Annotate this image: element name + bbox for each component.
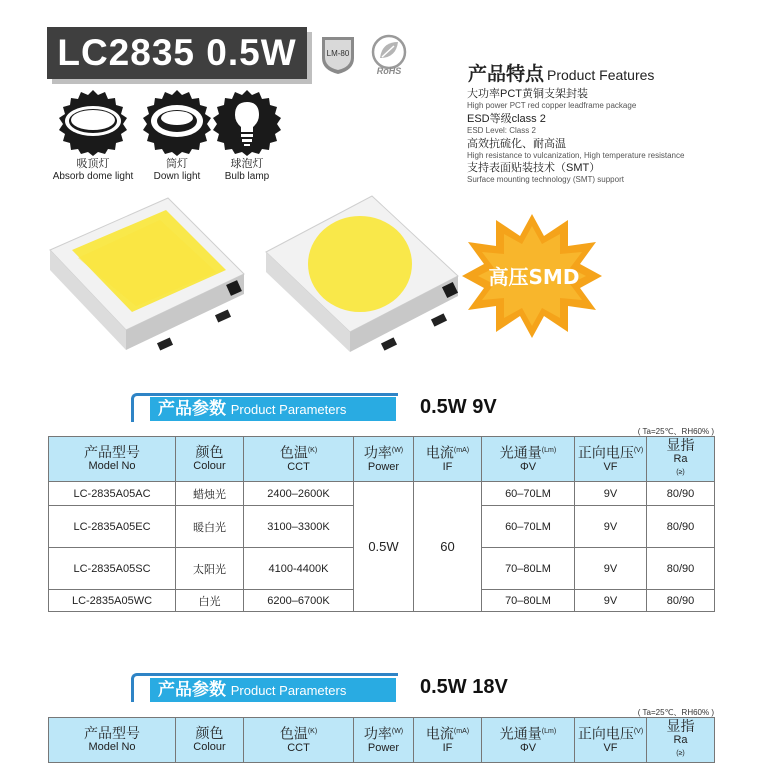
app-bulb-lamp [206, 88, 288, 183]
app-down-light-zh: 筒灯 [166, 158, 188, 170]
feature-item-zh: 大功率PCT黄铜支架封装 [467, 88, 588, 100]
header-vf: 正向电压$^{(V)}$ VF [575, 437, 647, 482]
cell-colour: 暖白光 [176, 506, 244, 548]
cell-current: 60 [414, 482, 482, 612]
rohs-badge-text: RoHS [376, 66, 402, 76]
features-heading-zh: 产品特点 [468, 64, 545, 85]
cell-colour: 太阳光 [176, 548, 244, 590]
cell-model: LC-2835A05SC [49, 548, 176, 590]
cell-flux: 60–70LM [482, 506, 575, 548]
header-ra: 显指 Ra (≥) [647, 718, 715, 763]
header-cct: 色温$^{(K)}$ CCT [244, 718, 354, 763]
cell-vf: 9V [575, 548, 647, 590]
cell-vf: 9V [575, 506, 647, 548]
cell-power: 0.5W [354, 482, 414, 612]
cell-flux: 70–80LM [482, 548, 575, 590]
rohs-leaf-icon [366, 32, 412, 78]
section-label-en: Product Parameters [230, 402, 347, 417]
header-ra: 显指 Ra (≥) [647, 437, 715, 482]
cell-model: LC-2835A05EC [49, 506, 176, 548]
lm80-badge-text: LM-80 [326, 49, 350, 58]
cell-ra: 80/90 [647, 548, 715, 590]
section-label-en: Product Parameters [230, 683, 347, 698]
feature-item-zh: ESD等级class 2 [467, 113, 546, 125]
feature-item-en: High resistance to vulcanization, High temperature resistance [467, 151, 685, 160]
table-header-row [49, 437, 715, 482]
section-header-9v [150, 397, 396, 421]
cell-vf: 9V [575, 590, 647, 612]
cell-cct: 3100–3300K [244, 506, 354, 548]
header-power: 功率$^{(W)}$ Power [354, 437, 414, 482]
header-model: 产品型号 Model No [49, 437, 176, 482]
app-dome-light [52, 88, 134, 183]
app-bulb-lamp-en: Bulb lamp [224, 171, 270, 182]
lm80-shield-icon [320, 34, 356, 76]
cell-model: LC-2835A05AC [49, 482, 176, 506]
cell-model: LC-2835A05WC [49, 590, 176, 612]
header-colour: 颜色 Colour [176, 437, 244, 482]
high-voltage-burst-icon [462, 212, 602, 340]
feature-item [467, 138, 684, 161]
cell-ra: 80/90 [647, 506, 715, 548]
header-vf: 正向电压$^{(V)}$ VF [575, 718, 647, 763]
led-chip-square [48, 190, 248, 360]
cell-colour: 蜡烛光 [176, 482, 244, 506]
down-light-icon [141, 88, 213, 156]
cell-flux: 70–80LM [482, 590, 575, 612]
app-down-light-en: Down light [153, 171, 201, 182]
feature-item-en: High power PCT red copper leadframe package [467, 101, 637, 110]
section-header-18v [150, 678, 396, 702]
app-dome-light-zh: 吸顶灯 [76, 158, 110, 170]
header-flux: 光通量$^{(Lm)}$ ΦV [482, 718, 575, 763]
header-power: 功率$^{(W)}$ Power [354, 718, 414, 763]
feature-item-en: Surface mounting technology (SMT) support [467, 175, 624, 184]
header-colour: 颜色 Colour [176, 718, 244, 763]
burst-label: 高压SMD [488, 265, 580, 289]
cell-colour: 白光 [176, 590, 244, 612]
cell-vf: 9V [575, 482, 647, 506]
feature-item [467, 162, 624, 185]
bulb-lamp-icon [211, 88, 283, 156]
section-spec-18v: 0.5W 18V [420, 676, 508, 698]
section-label-zh: 产品参数 [158, 399, 226, 418]
features-heading [468, 59, 654, 86]
app-dome-light-en: Absorb dome light [52, 171, 134, 182]
header-current: 电流$^{(mA)}$ IF [414, 718, 482, 763]
cell-ra: 80/90 [647, 482, 715, 506]
section-spec-9v: 0.5W 9V [420, 396, 497, 418]
feature-item-zh: 支持表面贴装技术（SMT） [467, 162, 601, 174]
cell-cct: 6200–6700K [244, 590, 354, 612]
cell-ra: 80/90 [647, 590, 715, 612]
product-title: LC2835 0.5W [47, 27, 307, 79]
condition-note: ( Ta=25℃、RH60% ) [637, 708, 714, 717]
feature-item [467, 88, 636, 111]
header-cct: 色温$^{(K)}$ CCT [244, 437, 354, 482]
cell-cct: 2400–2600K [244, 482, 354, 506]
spec-table-9v [48, 436, 715, 612]
condition-note: ( Ta=25℃、RH60% ) [637, 427, 714, 436]
dome-light-icon [57, 88, 129, 156]
feature-item-en: ESD Level: Class 2 [467, 126, 536, 135]
app-bulb-lamp-zh: 球泡灯 [230, 158, 264, 170]
header-current: 电流$^{(mA)}$ IF [414, 437, 482, 482]
feature-item [467, 113, 546, 136]
header-model: 产品型号 Model No [49, 718, 176, 763]
cell-cct: 4100-4400K [244, 548, 354, 590]
header-flux: 光通量$^{(Lm)}$ ΦV [482, 437, 575, 482]
spec-table-18v [48, 717, 715, 763]
features-heading-en: Product Features [547, 67, 655, 83]
led-chip-round [262, 188, 462, 358]
cell-flux: 60–70LM [482, 482, 575, 506]
feature-item-zh: 高效抗硫化、耐高温 [467, 138, 566, 150]
table-header-row [49, 718, 715, 763]
table-row [49, 482, 715, 506]
section-label-zh: 产品参数 [158, 680, 226, 699]
